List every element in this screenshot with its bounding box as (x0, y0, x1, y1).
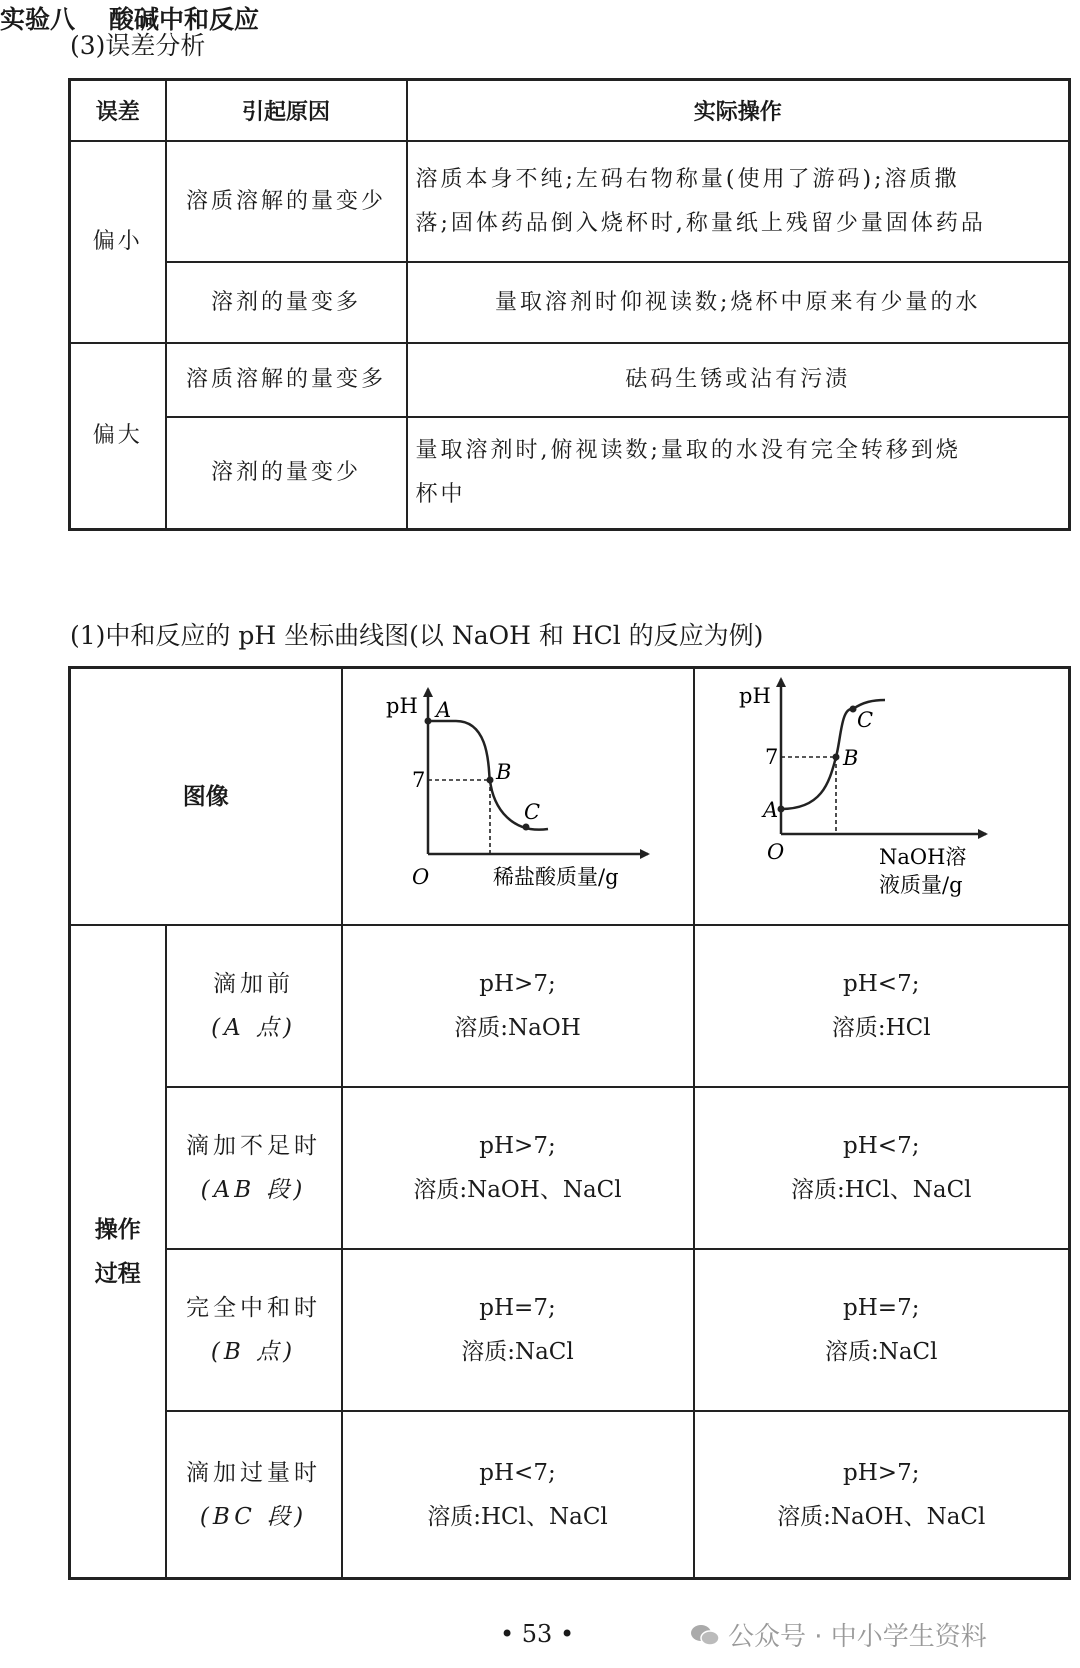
table-row (70, 417, 1070, 530)
graph1-svg (348, 669, 688, 909)
graph2-origin: O (767, 840, 785, 864)
ph-value: pH<7; (479, 1459, 556, 1486)
ph-value: pH<7; (843, 1133, 920, 1159)
graph2-svg (701, 669, 1061, 909)
stage-row (70, 1411, 1070, 1579)
graph1-seven: 7 (411, 768, 425, 792)
solute-value: 溶质:NaCl (461, 1339, 574, 1365)
hcl-naoh-result-cell (694, 1249, 1070, 1411)
stage-cell (166, 1249, 342, 1411)
naoh-hcl-result-cell (342, 1087, 694, 1249)
table-row (70, 262, 1070, 343)
graph1-xlabel: 稀盐酸质量/g (492, 865, 619, 889)
cause-cell: 溶质溶解的量变少 (166, 141, 407, 262)
stage-name: 滴加过量时 (186, 1459, 321, 1486)
watermark-text: 公众号 · 中小学生资料 (728, 1622, 987, 1652)
error-high-cell: 偏大 (70, 343, 166, 530)
solute-value: 溶质:HCl、NaCl (427, 1503, 608, 1530)
graph1-point-b (486, 777, 493, 784)
graph2-point-c (850, 706, 857, 713)
page-number: • 53 • (500, 1620, 575, 1648)
header-error: 误差 (70, 80, 166, 142)
ph-curve-table (68, 666, 1071, 1580)
operation-cell: 量取溶剂时仰视读数;烧杯中原来有少量的水 (407, 262, 1070, 343)
experiment-label: 实验八 (0, 5, 76, 34)
watermark (690, 1616, 987, 1653)
graph2-cell (694, 668, 1070, 926)
hcl-naoh-result-cell (694, 1411, 1070, 1579)
naoh-hcl-result-cell (342, 925, 694, 1087)
table-row (70, 141, 1070, 262)
graph1-label-c: C (523, 800, 540, 824)
naoh-hcl-result-cell (342, 1249, 694, 1411)
stage-point: (B 点) (210, 1339, 297, 1365)
image-label-cell: 图像 (70, 668, 342, 926)
table-row (70, 343, 1070, 417)
operation-line: 量取溶剂时,俯视读数;量取的水没有完全转移到烧 (415, 438, 961, 463)
error-analysis-table (68, 78, 1071, 531)
stage-point: (A 点) (211, 1015, 296, 1041)
stage-cell (166, 1087, 342, 1249)
stage-row (70, 1087, 1070, 1249)
ph-value: pH>7; (843, 1459, 920, 1486)
operation-line: 杯中 (415, 482, 466, 507)
hcl-naoh-result-cell (694, 1087, 1070, 1249)
ph-value: pH=7; (843, 1295, 920, 1321)
graph1-ylabel: pH (385, 694, 418, 718)
solute-value: 溶质:NaOH、NaCl (777, 1503, 986, 1530)
stage-name: 滴加不足时 (186, 1133, 321, 1159)
operation-cell (407, 417, 1070, 530)
error-low-cell: 偏小 (70, 141, 166, 343)
graph-row (70, 668, 1070, 926)
ph-value: pH=7; (479, 1295, 556, 1321)
operation-line: 溶质本身不纯;左码右物称量(使用了游码);溶质撒 (415, 166, 960, 192)
stage-cell (166, 1411, 342, 1579)
graph2-label-c: C (857, 708, 874, 732)
graph2-point-a (778, 806, 785, 813)
stage-row (70, 925, 1070, 1087)
table-header-row (70, 80, 1070, 142)
solute-value: 溶质:NaOH (454, 1015, 581, 1041)
graph2-seven: 7 (765, 745, 779, 769)
graph1-point-a (424, 718, 431, 725)
operation-line: 落;固体药品倒入烧杯时,称量纸上残留少量固体药品 (415, 210, 986, 236)
operation-cell: 砝码生锈或沾有污渍 (407, 343, 1070, 417)
stage-name: 滴加前 (213, 971, 294, 997)
process-label-line: 操作 (94, 1216, 141, 1243)
graph2-ylabel: pH (739, 684, 772, 708)
graph2-point-b (833, 754, 840, 761)
wechat-icon (690, 1623, 720, 1647)
operation-cell (407, 141, 1070, 262)
graph2-label-b: B (843, 746, 859, 770)
graph2-label-a: A (763, 798, 779, 822)
header-cause: 引起原因 (166, 80, 407, 142)
graph2-xlabel-1: NaOH溶 (879, 845, 967, 869)
stage-point: (BC 段) (199, 1503, 308, 1530)
cause-cell: 溶剂的量变少 (166, 417, 407, 530)
ph-value: pH>7; (479, 1133, 556, 1159)
stage-name: 完全中和时 (186, 1295, 321, 1321)
ph-value: pH<7; (843, 971, 920, 997)
graph1-cell (342, 668, 694, 926)
naoh-hcl-result-cell (342, 1411, 694, 1579)
solute-value: 溶质:NaOH、NaCl (413, 1177, 622, 1203)
cause-cell: 溶质溶解的量变多 (166, 343, 407, 417)
header-operation: 实际操作 (407, 80, 1070, 142)
process-label-line: 过程 (94, 1260, 141, 1287)
cause-cell: 溶剂的量变多 (166, 262, 407, 343)
experiment-name: 酸碱中和反应 (109, 5, 260, 34)
section-3-title: (3)误差分析 (70, 31, 206, 60)
hcl-naoh-result-cell (694, 925, 1070, 1087)
graph1-label-a: A (435, 698, 451, 722)
stage-point: (AB 段) (200, 1177, 307, 1203)
graph1-point-c (522, 824, 529, 831)
process-label-cell (70, 925, 166, 1579)
graph2-xlabel-2: 液质量/g (879, 873, 963, 897)
solute-value: 溶质:NaCl (824, 1339, 938, 1365)
solute-value: 溶质:HCl (831, 1015, 931, 1041)
stage-cell (166, 925, 342, 1087)
stage-row (70, 1249, 1070, 1411)
graph1-origin: O (411, 865, 429, 889)
section-1-title: (1)中和反应的 pH 坐标曲线图(以 NaOH 和 HCl 的反应为例) (70, 621, 764, 650)
graph1-label-b: B (495, 760, 511, 784)
ph-value: pH>7; (479, 971, 556, 997)
solute-value: 溶质:HCl、NaCl (790, 1177, 972, 1203)
